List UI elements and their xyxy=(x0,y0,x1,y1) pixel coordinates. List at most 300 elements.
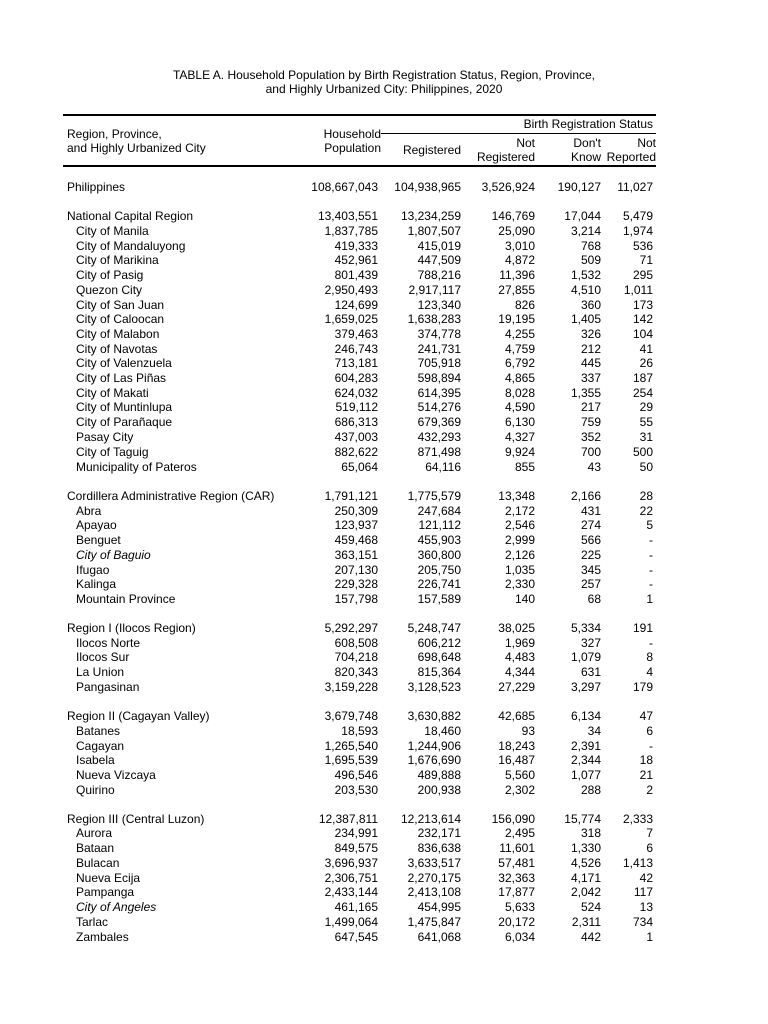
region-name-cell: City of Valenzuela xyxy=(76,356,172,370)
registered-cell: 5,248,747 xyxy=(407,621,461,635)
region-name-cell: Municipality of Pateros xyxy=(76,460,197,474)
dont-know-cell: 4,171 xyxy=(570,871,601,885)
not-registered-cell: 27,229 xyxy=(498,680,535,694)
table-row xyxy=(0,239,768,254)
not-reported-cell: 1,413 xyxy=(622,856,653,870)
region-name-cell: City of Angeles xyxy=(76,900,157,914)
table-row xyxy=(0,915,768,930)
not-registered-cell: 13,348 xyxy=(498,489,535,503)
household-population-cell: 801,439 xyxy=(334,268,378,282)
registered-cell: 705,918 xyxy=(417,356,461,370)
registered-header: Registered xyxy=(402,143,461,157)
not-reported-cell: - xyxy=(649,548,653,562)
not-registered-cell: 4,872 xyxy=(504,253,535,267)
table-row xyxy=(0,415,768,430)
dont-know-cell: 34 xyxy=(587,724,601,738)
dont-know-cell: 5,334 xyxy=(570,621,601,635)
not-registered-cell: 8,028 xyxy=(504,386,535,400)
not-registered-cell: 20,172 xyxy=(498,915,535,929)
not-reported-cell: 50 xyxy=(639,460,653,474)
dont-know-cell: 2,344 xyxy=(570,753,601,767)
not-registered-cell: 38,025 xyxy=(498,621,535,635)
group-header-rule xyxy=(387,133,656,134)
not-registered-cell: 1,969 xyxy=(504,636,535,650)
table-row xyxy=(0,592,768,607)
registered-cell: 64,116 xyxy=(425,460,461,474)
region-name-cell: Bulacan xyxy=(76,856,120,870)
region-name-cell: Nueva Vizcaya xyxy=(76,768,156,782)
not-reported-cell: 254 xyxy=(632,386,653,400)
table-row xyxy=(0,430,768,445)
table-row xyxy=(0,180,768,195)
registered-cell: 1,244,906 xyxy=(407,739,461,753)
not-registered-cell: 19,195 xyxy=(498,312,535,326)
dont-know-cell: 1,532 xyxy=(570,268,601,282)
registered-cell: 247,684 xyxy=(417,504,461,518)
not-reported-cell: 6 xyxy=(646,841,653,855)
household-population-cell: 452,961 xyxy=(334,253,378,267)
region-name-cell: Pampanga xyxy=(76,885,135,899)
registered-cell: 614,395 xyxy=(417,386,461,400)
registered-cell: 12,213,614 xyxy=(400,812,461,826)
not-reported-cell: 13 xyxy=(639,900,653,914)
registered-cell: 360,800 xyxy=(417,548,461,562)
not-reported-cell: 536 xyxy=(632,239,653,253)
dont-know-cell: 360 xyxy=(580,298,601,312)
registered-cell: 598,894 xyxy=(417,371,461,385)
not-registered-cell: 2,172 xyxy=(504,504,535,518)
registered-cell: 200,938 xyxy=(417,783,461,797)
household-population-cell: 18,593 xyxy=(341,724,378,738)
region-name-cell: Cagayan xyxy=(76,739,125,753)
not-reported-cell: 47 xyxy=(639,709,653,723)
not-registered-header: Not Registered xyxy=(476,136,535,164)
table-row xyxy=(0,753,768,768)
registered-cell: 447,509 xyxy=(417,253,461,267)
region-name-cell: City of Muntinlupa xyxy=(76,400,173,414)
dont-know-cell: 17,044 xyxy=(564,209,601,223)
not-reported-cell: 8 xyxy=(646,650,653,664)
not-reported-cell: 1 xyxy=(646,930,653,944)
registered-cell: 232,171 xyxy=(417,826,461,840)
not-reported-cell: 21 xyxy=(639,768,653,782)
not-reported-cell: - xyxy=(649,577,653,591)
dont-know-cell: 1,079 xyxy=(570,650,601,664)
region-name-cell: La Union xyxy=(76,665,125,679)
registered-cell: 226,741 xyxy=(417,577,461,591)
household-population-cell: 234,991 xyxy=(334,826,378,840)
dont-know-cell: 288 xyxy=(580,783,601,797)
not-registered-cell: 1,035 xyxy=(504,563,535,577)
household-population-header: Household Population xyxy=(323,127,381,155)
table-title xyxy=(0,68,768,96)
dont-know-cell: 509 xyxy=(580,253,601,267)
not-reported-cell: 173 xyxy=(632,298,653,312)
not-reported-cell: 191 xyxy=(632,621,653,635)
not-registered-cell: 2,302 xyxy=(504,783,535,797)
dont-know-cell: 4,526 xyxy=(570,856,601,870)
household-population-cell: 124,699 xyxy=(334,298,378,312)
not-registered-cell: 826 xyxy=(514,298,535,312)
table-row xyxy=(0,533,768,548)
household-population-cell: 207,130 xyxy=(334,563,378,577)
dont-know-cell: 1,330 xyxy=(570,841,601,855)
region-name-cell: City of Manila xyxy=(76,224,149,238)
table-row xyxy=(0,724,768,739)
registered-cell: 3,630,882 xyxy=(407,709,461,723)
not-registered-cell: 27,855 xyxy=(498,283,535,297)
not-reported-cell: 42 xyxy=(639,871,653,885)
not-reported-cell: 500 xyxy=(632,445,653,459)
household-population-cell: 608,508 xyxy=(334,636,378,650)
region-name-cell: Kalinga xyxy=(76,577,117,591)
not-registered-cell: 2,126 xyxy=(504,548,535,562)
registered-cell: 1,638,283 xyxy=(407,312,461,326)
not-registered-cell: 11,396 xyxy=(499,268,535,282)
not-registered-cell: 4,483 xyxy=(504,650,535,664)
registered-cell: 123,340 xyxy=(417,298,461,312)
region-name-cell: Bataan xyxy=(76,841,115,855)
household-population-cell: 246,743 xyxy=(334,342,378,356)
table-row xyxy=(0,650,768,665)
region-name-cell: Tarlac xyxy=(76,915,109,929)
household-population-cell: 849,575 xyxy=(334,841,378,855)
registered-cell: 2,917,117 xyxy=(408,283,461,297)
dont-know-cell: 6,134 xyxy=(570,709,601,723)
registered-cell: 104,938,965 xyxy=(394,180,461,194)
region-name-cell: Quezon City xyxy=(76,283,143,297)
table-row xyxy=(0,298,768,313)
table-row xyxy=(0,783,768,798)
not-registered-cell: 4,344 xyxy=(504,665,535,679)
household-population-cell: 108,667,043 xyxy=(311,180,378,194)
household-population-cell: 604,283 xyxy=(334,371,378,385)
household-population-cell: 123,937 xyxy=(334,518,378,532)
household-population-cell: 1,265,540 xyxy=(324,739,378,753)
household-population-cell: 363,151 xyxy=(334,548,378,562)
table-row xyxy=(0,312,768,327)
registered-cell: 2,413,108 xyxy=(407,885,461,899)
registered-cell: 1,775,579 xyxy=(407,489,461,503)
not-reported-cell: 179 xyxy=(632,680,653,694)
table-row xyxy=(0,665,768,680)
household-population-cell: 3,159,228 xyxy=(324,680,378,694)
household-population-cell: 820,343 xyxy=(334,665,378,679)
table-row xyxy=(0,841,768,856)
household-population-cell: 1,659,025 xyxy=(324,312,378,326)
not-registered-cell: 18,243 xyxy=(498,739,535,753)
dont-know-cell: 566 xyxy=(580,533,601,547)
not-reported-cell: 11,027 xyxy=(617,180,653,194)
table-row xyxy=(0,268,768,283)
registered-cell: 1,807,507 xyxy=(407,224,461,238)
registered-cell: 679,369 xyxy=(417,415,461,429)
household-population-cell: 496,546 xyxy=(334,768,378,782)
region-name-cell: City of San Juan xyxy=(76,298,165,312)
table-row xyxy=(0,445,768,460)
not-registered-cell: 16,487 xyxy=(498,753,535,767)
not-reported-cell: 71 xyxy=(639,253,653,267)
registered-cell: 374,778 xyxy=(417,327,461,341)
dont-know-cell: 759 xyxy=(580,415,601,429)
region-name-cell: Region II (Cagayan Valley) xyxy=(67,709,210,723)
region-column-header: Region, Province, and Highly Urbanized City xyxy=(67,127,206,155)
table-row xyxy=(0,327,768,342)
household-population-cell: 13,403,551 xyxy=(317,209,378,223)
table-row xyxy=(0,680,768,695)
not-reported-cell: 31 xyxy=(639,430,653,444)
not-reported-cell: 4 xyxy=(646,665,653,679)
household-population-cell: 519,112 xyxy=(335,400,378,414)
not-reported-cell: 295 xyxy=(632,268,653,282)
region-name-cell: Region III (Central Luzon) xyxy=(67,812,205,826)
not-registered-cell: 2,330 xyxy=(504,577,535,591)
not-registered-cell: 2,999 xyxy=(504,533,535,547)
dont-know-cell: 352 xyxy=(580,430,601,444)
not-registered-cell: 11,601 xyxy=(499,841,535,855)
not-reported-cell: 6 xyxy=(646,724,653,738)
region-name-cell: City of Baguio xyxy=(76,548,151,562)
household-population-cell: 2,950,493 xyxy=(324,283,378,297)
table-row xyxy=(0,930,768,945)
dont-know-cell: 2,042 xyxy=(570,885,601,899)
dont-know-cell: 3,297 xyxy=(570,680,601,694)
not-reported-cell: 18 xyxy=(639,753,653,767)
region-name-cell: Batanes xyxy=(76,724,121,738)
not-registered-cell: 156,090 xyxy=(491,812,535,826)
table-row xyxy=(0,739,768,754)
dont-know-cell: 257 xyxy=(580,577,601,591)
not-registered-cell: 25,090 xyxy=(498,224,535,238)
dont-know-cell: 2,311 xyxy=(571,915,601,929)
dont-know-cell: 217 xyxy=(580,400,601,414)
not-reported-cell: 2 xyxy=(646,783,653,797)
not-reported-cell: - xyxy=(649,636,653,650)
registered-cell: 13,234,259 xyxy=(400,209,461,223)
dont-know-cell: 3,214 xyxy=(570,224,601,238)
table-row xyxy=(0,885,768,900)
region-name-cell: City of Malabon xyxy=(76,327,160,341)
region-name-cell: City of Makati xyxy=(76,386,149,400)
region-name-cell: Pasay City xyxy=(76,430,134,444)
dont-know-cell: 431 xyxy=(580,504,601,518)
table-row xyxy=(0,636,768,651)
household-population-cell: 229,328 xyxy=(334,577,378,591)
household-population-cell: 3,696,937 xyxy=(324,856,378,870)
region-name-cell: City of Taguig xyxy=(76,445,149,459)
not-reported-cell: 2,333 xyxy=(622,812,653,826)
not-registered-cell: 42,685 xyxy=(498,709,535,723)
household-population-cell: 250,309 xyxy=(334,504,378,518)
registered-cell: 788,216 xyxy=(417,268,461,282)
dont-know-cell: 318 xyxy=(580,826,601,840)
not-registered-cell: 855 xyxy=(514,460,535,474)
region-name-cell: City of Navotas xyxy=(76,342,158,356)
not-reported-cell: 734 xyxy=(632,915,653,929)
registered-cell: 489,888 xyxy=(417,768,461,782)
registered-cell: 18,460 xyxy=(424,724,461,738)
region-name-cell: City of Caloocan xyxy=(76,312,165,326)
dont-know-header: Don't Know xyxy=(570,136,601,164)
region-name-cell: Apayao xyxy=(76,518,117,532)
table-row xyxy=(0,386,768,401)
region-name-cell: Abra xyxy=(76,504,102,518)
table-row xyxy=(0,342,768,357)
registered-cell: 606,212 xyxy=(417,636,461,650)
region-name-cell: Aurora xyxy=(76,826,113,840)
region-name-cell: City of Las Piñas xyxy=(76,371,167,385)
household-population-cell: 459,468 xyxy=(334,533,378,547)
not-reported-cell: - xyxy=(649,739,653,753)
dont-know-cell: 4,510 xyxy=(570,283,601,297)
registered-cell: 1,475,847 xyxy=(407,915,461,929)
not-registered-cell: 146,769 xyxy=(491,209,535,223)
not-registered-cell: 6,034 xyxy=(504,930,535,944)
dont-know-cell: 327 xyxy=(580,636,601,650)
not-reported-cell: 22 xyxy=(639,504,653,518)
dont-know-cell: 190,127 xyxy=(557,180,601,194)
region-name-cell: Ilocos Norte xyxy=(76,636,141,650)
not-reported-cell: 29 xyxy=(639,400,653,414)
dont-know-cell: 631 xyxy=(580,665,601,679)
not-reported-cell: 26 xyxy=(639,356,653,370)
registered-cell: 432,293 xyxy=(417,430,461,444)
region-name-cell: Zambales xyxy=(76,930,129,944)
registered-cell: 455,903 xyxy=(417,533,461,547)
household-population-cell: 419,333 xyxy=(334,239,378,253)
table-title-line-2: and Highly Urbanized City: Philippines, 2020 xyxy=(265,82,503,96)
table-title-line-1: TABLE A. Household Population by Birth Registration Status, Region, Province, xyxy=(172,68,595,82)
household-population-cell: 624,032 xyxy=(334,386,378,400)
household-population-cell: 704,218 xyxy=(334,650,378,664)
not-registered-cell: 2,546 xyxy=(504,518,535,532)
household-population-cell: 379,463 xyxy=(334,327,378,341)
household-population-cell: 1,837,785 xyxy=(324,224,378,238)
household-population-cell: 647,545 xyxy=(334,930,378,944)
not-registered-cell: 17,877 xyxy=(498,885,535,899)
not-registered-cell: 2,495 xyxy=(504,826,535,840)
table-row xyxy=(0,283,768,298)
household-population-cell: 686,313 xyxy=(334,415,378,429)
not-reported-cell: 41 xyxy=(639,342,653,356)
dont-know-cell: 1,405 xyxy=(570,312,601,326)
household-population-cell: 65,064 xyxy=(341,460,378,474)
not-reported-cell: 1,011 xyxy=(623,283,653,297)
not-reported-cell: 187 xyxy=(632,371,653,385)
household-population-cell: 1,695,539 xyxy=(324,753,378,767)
region-name-cell: National Capital Region xyxy=(67,209,194,223)
household-population-cell: 882,622 xyxy=(334,445,378,459)
registered-cell: 836,638 xyxy=(417,841,461,855)
registered-cell: 415,019 xyxy=(417,239,461,253)
region-name-cell: Philippines xyxy=(67,180,126,194)
not-reported-cell: 55 xyxy=(639,415,653,429)
registered-cell: 641,068 xyxy=(417,930,461,944)
birth-registration-status-header: Birth Registration Status xyxy=(523,117,653,131)
table-row xyxy=(0,768,768,783)
dont-know-cell: 1,077 xyxy=(570,768,601,782)
dont-know-cell: 345 xyxy=(580,563,601,577)
table-row xyxy=(0,371,768,386)
table-row xyxy=(0,400,768,415)
not-registered-cell: 5,633 xyxy=(504,900,535,914)
registered-cell: 3,128,523 xyxy=(407,680,461,694)
registered-cell: 454,995 xyxy=(417,900,461,914)
household-population-cell: 1,499,064 xyxy=(324,915,378,929)
not-reported-cell: 5,479 xyxy=(622,209,653,223)
table-row xyxy=(0,621,768,636)
table-row xyxy=(0,253,768,268)
household-population-cell: 203,530 xyxy=(334,783,378,797)
dont-know-cell: 2,166 xyxy=(570,489,601,503)
registered-cell: 815,364 xyxy=(417,665,461,679)
not-reported-header: Not Reported xyxy=(606,136,656,164)
registered-cell: 2,270,175 xyxy=(407,871,461,885)
dont-know-cell: 274 xyxy=(580,518,601,532)
not-registered-cell: 4,865 xyxy=(504,371,535,385)
not-registered-cell: 3,010 xyxy=(504,239,535,253)
not-registered-cell: 9,924 xyxy=(504,445,535,459)
dont-know-cell: 337 xyxy=(580,371,601,385)
header-bottom-rule xyxy=(63,165,656,167)
not-reported-cell: 117 xyxy=(633,885,653,899)
household-population-cell: 461,165 xyxy=(334,900,378,914)
not-reported-cell: 1 xyxy=(646,592,653,606)
registered-cell: 241,731 xyxy=(417,342,461,356)
not-registered-cell: 3,526,924 xyxy=(481,180,535,194)
region-name-cell: City of Pasig xyxy=(76,268,144,282)
dont-know-cell: 68 xyxy=(587,592,601,606)
region-name-cell: City of Mandaluyong xyxy=(76,239,186,253)
region-name-cell: Isabela xyxy=(76,753,115,767)
not-reported-cell: 7 xyxy=(646,826,653,840)
region-name-cell: Benguet xyxy=(76,533,121,547)
not-registered-cell: 57,481 xyxy=(498,856,535,870)
region-name-cell: Quirino xyxy=(76,783,115,797)
table-row xyxy=(0,900,768,915)
table-row xyxy=(0,518,768,533)
region-name-cell: Ilocos Sur xyxy=(76,650,130,664)
not-reported-cell: - xyxy=(649,533,653,547)
region-name-cell: City of Parañaque xyxy=(76,415,173,429)
table-row xyxy=(0,577,768,592)
not-reported-cell: 28 xyxy=(639,489,653,503)
not-registered-cell: 6,130 xyxy=(504,415,535,429)
region-name-cell: Pangasinan xyxy=(76,680,140,694)
table-row xyxy=(0,489,768,504)
not-registered-cell: 140 xyxy=(514,592,535,606)
household-population-cell: 1,791,121 xyxy=(324,489,378,503)
region-name-cell: City of Marikina xyxy=(76,253,159,267)
dont-know-cell: 1,355 xyxy=(570,386,601,400)
table-row xyxy=(0,209,768,224)
dont-know-cell: 326 xyxy=(580,327,601,341)
dont-know-cell: 15,774 xyxy=(564,812,601,826)
table-row xyxy=(0,356,768,371)
household-population-cell: 2,306,751 xyxy=(324,871,378,885)
header-top-rule xyxy=(63,114,656,116)
region-name-cell: Mountain Province xyxy=(76,592,176,606)
dont-know-cell: 43 xyxy=(587,460,601,474)
not-reported-cell: 5 xyxy=(646,518,653,532)
dont-know-cell: 212 xyxy=(580,342,601,356)
region-name-cell: Ifugao xyxy=(76,563,110,577)
not-reported-cell: - xyxy=(649,563,653,577)
table-row xyxy=(0,709,768,724)
dont-know-cell: 442 xyxy=(580,930,601,944)
table-row xyxy=(0,826,768,841)
dont-know-cell: 2,391 xyxy=(570,739,601,753)
